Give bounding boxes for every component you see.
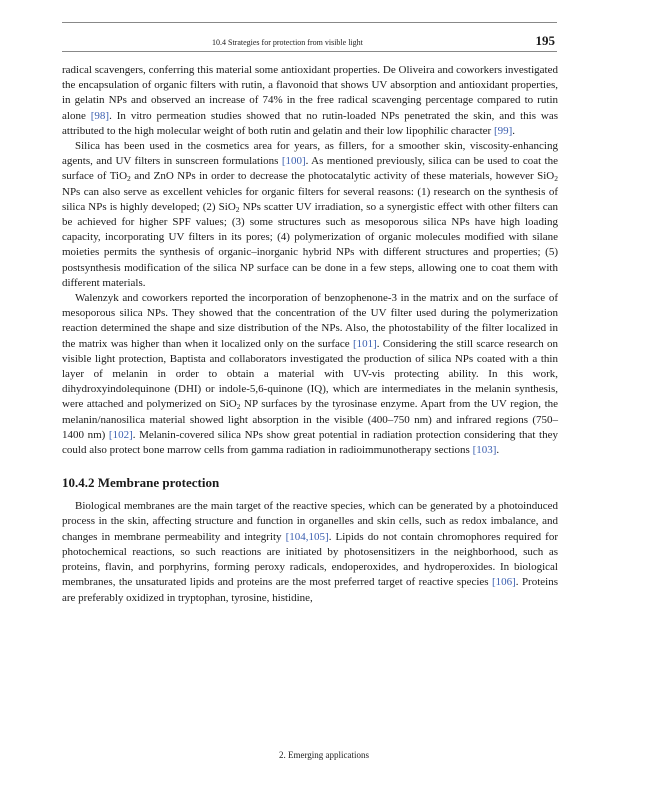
citation-link[interactable]: [104,105] <box>285 530 329 543</box>
section-number: 10.4.2 <box>62 475 95 491</box>
running-header <box>62 22 557 52</box>
page-footer: 2. Emerging applications <box>278 750 370 760</box>
citation-link[interactable]: [103] <box>472 444 497 457</box>
running-header-title: 10.4 Strategies for protection from visible light <box>212 38 363 47</box>
page-body <box>62 63 558 606</box>
citation-link[interactable]: [100] <box>281 155 306 168</box>
citation-link[interactable]: [102] <box>108 428 133 441</box>
paragraph-4: Biological membranes are the main target of the reactive species, which can be generated by a photoinduced process in the skin, affecting structure and function in organelles and skin cells, such as redox imbalance, and changes in membrane permeability and integrity [104,105]. Lipids do not contain chromophores required for photochemical reactions, so such reactions are initiated by photosensitizers in the neighborhood, such as proteins, flavin, and porphyrins, forming peroxy radicals, endoperoxides, and hydroperoxides. In biological membranes, the unsaturated lipids and proteins are the most preferred target of reactive species [106]. Proteins are preferably oxidized in tryptophan, tyrosine, histidine, <box>62 500 558 604</box>
section-heading <box>62 475 558 491</box>
paragraph-2: Silica has been used in the cosmetics area for years, as fillers, for a smoother skin, viscosity-enhancing agents, and UV filters in sunscreen formulations [100]. As mentioned previously, silica can be used to coat the surface of TiO$_2$ and ZnO NPs in order to decrease the photocatalytic activity of these materials, however SiO$_2$ NPs can also serve as excellent vehicles for organic filters for several reasons: (1) research on the synthesis of silica NPs is highly developed; (2) SiO$_2$ NPs scatter UV irradiation, so a synergistic effect with other filters can be achieved for higher SPF values; (3) some structures such as mesoporous silica NPs have high loading capacity, incorporating UV filters in its pores; (4) polymerization of organic molecules modified with silane moieties permits the synthesis of organic–inorganic hybrid NPs with different structures and properties; (5) postsynthesis modification of the silica NP surface can be done in a few steps, allowing one to coat them with different materials. <box>62 140 558 289</box>
citation-link[interactable]: [106] <box>491 576 516 589</box>
paragraph-1: radical scavengers, conferring this material some antioxidant properties. De Oliveira and coworkers investigated the encapsulation of organic filters with rutin, a flavonoid that shows UV absorption and antioxidant properties, in gelatin NPs and observed an increase of 74% in the free radical scavenging percentage compared to rutin alone [98]. In vitro permeation studies showed that no rutin-loaded NPs penetrated the skin, and this was attributed to the high molecular weight of both rutin and gelatin and their low lipophilic character [99]. <box>62 64 559 137</box>
page-number: 195 <box>535 33 555 48</box>
citation-link[interactable]: [101] <box>352 337 377 350</box>
section-title: Membrane protection <box>97 475 220 491</box>
citation-link[interactable]: [98] <box>90 109 110 122</box>
citation-link[interactable]: [99] <box>493 124 513 137</box>
paragraph-3: Walenzyk and coworkers reported the incorporation of benzophenone-3 in the matrix and on the surface of mesoporous silica NPs. They showed that the concentration of the UV filter used during the polymerization reaction determined the shape and size distribution of the NPs. Also, the photostability of the filter localized in the matrix was higher than when it localized only on the surface [101]. Considering the still scarce research on visible light protection, Baptista and collaborators investigated the production of silica NPs coated with a thin layer of melanin in order to obtain a material with UV-vis protecting ability. In this work, dihydroxyindolequinone (DHI) or indole-5,6-quinone (IQ), which are intermediates in the melanin synthesis, were attached and polymerized on SiO$_2$ NP surfaces by the tyrosinase enzyme. Apart from the UV region, the melanin/nanosilica material showed light absorption in the visible (400–750 nm) and infrared regions (750–1400 nm) [102]. Melanin-covered silica NPs show great potential in radiation protection considering that they could also protect bone marrow cells from gamma radiation in radioimmunotherapy sections [103]. <box>62 292 559 457</box>
